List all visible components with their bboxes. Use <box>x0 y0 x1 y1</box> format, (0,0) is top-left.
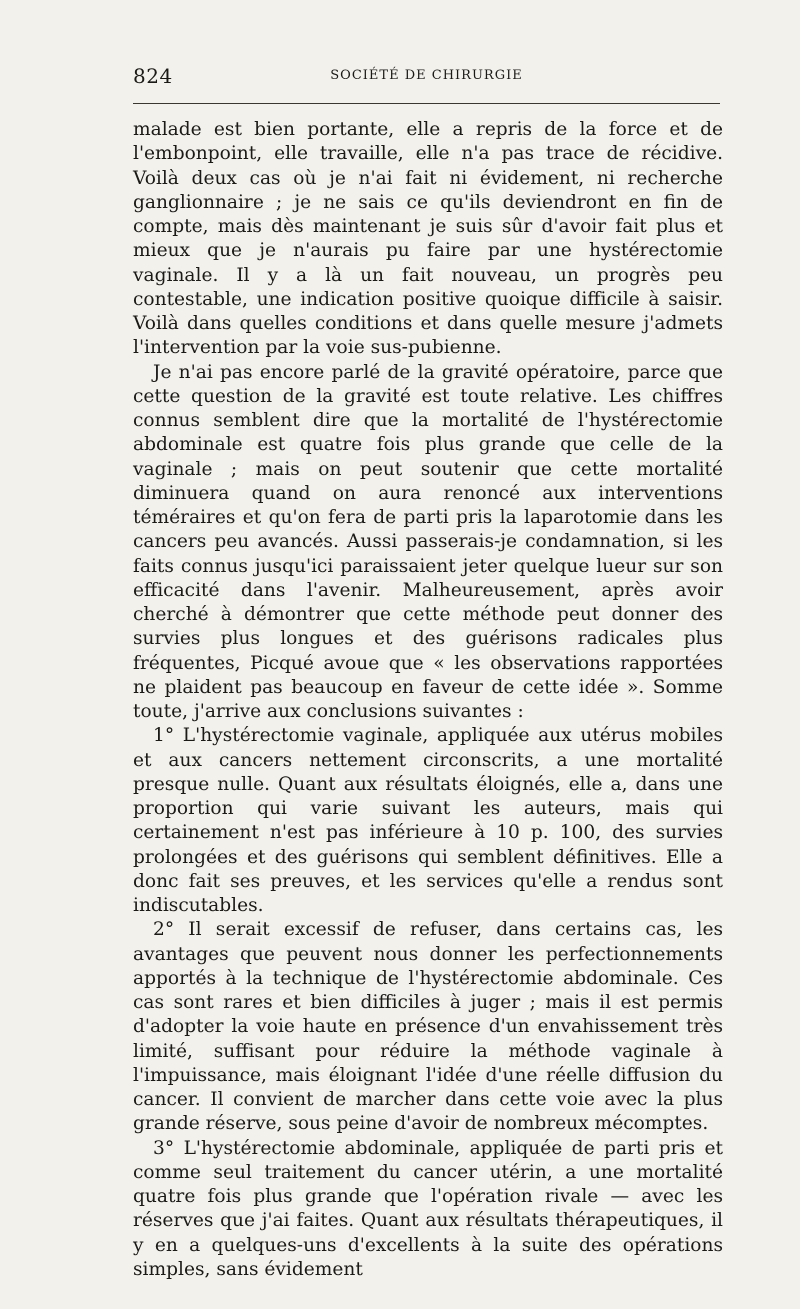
body-text <box>133 118 723 1282</box>
paragraph-continued: malade est bien portante, elle a repris de la force et de l'embonpoint, elle travaille, elle n'a pas trace de récidive. Voilà deux cas où je n'ai fait ni évidement, ni recherche ganglionnaire ; je ne sais ce qu'ils deviendront en fin de compte, mais dès maintenant je suis sûr d'avoir fait plus et mieux que je n'aurais pu faire par une hystérectomie vaginale. Il y a là un fait nouveau, un progrès peu contestable, une indication positive quoique difficile à saisir. Voilà dans quelles conditions et dans quelle mesure j'admets l'intervention par la voie sus-pubienne. <box>133 119 723 359</box>
paragraph-operative-gravity: Je n'ai pas encore parlé de la gravité opératoire, parce que cette question de la gravité est toute relative. Les chiffres connus semblent dire que la mortalité de l'hystérectomie abdominale est quatre fois plus grande que celle de la vaginale ; mais on peut soutenir que cette mortalité diminuera quand on aura renoncé aux interventions téméraires et qu'on fera de parti pris la laparotomie dans les cancers peu avancés. Aussi passerais-je condamnation, si les faits connus jusqu'ici paraissaient jeter quelque lueur sur son efficacité dans l'avenir. Malheureusement, après avoir cherché à démontrer que cette méthode peut donner des survies plus longues et des guérisons radicales plus fréquentes, Picqué avoue que « les observations rapportées ne plaident pas beaucoup en faveur de cette idée ». Somme toute, j'arrive aux conclusions suivantes : <box>133 361 723 722</box>
page-header <box>133 64 720 94</box>
running-title: SOCIÉTÉ DE CHIRURGIE <box>330 68 523 83</box>
header-rule <box>133 103 720 104</box>
page-number: 824 <box>133 64 173 88</box>
conclusion-2: 2° Il serait excessif de refuser, dans certains cas, les avantages que peuvent nous donner les perfectionnements apportés à la technique de l'hystérectomie abdominale. Ces cas sont rares et bien difficiles à juger ; mais il est permis d'adopter la voie haute en présence d'un envahissement très limité, suffisant pour réduire la méthode vaginale à l'impuissance, mais éloignant l'idée d'une réelle diffusion du cancer. Il convient de marcher dans cette voie avec la plus grande réserve, sous peine d'avoir de nombreux mécomptes. <box>133 919 723 1135</box>
conclusion-1: 1° L'hystérectomie vaginale, appliquée aux utérus mobiles et aux cancers nettement circonscrits, a une mortalité presque nulle. Quant aux résultats éloignés, elle a, dans une proportion qui varie suivant les auteurs, mais qui certainement n'est pas inférieure à 10 p. 100, des survies prolongées et des guérisons qui semblent définitives. Elle a donc fait ses preuves, et les services qu'elle a rendus sont indiscutables. <box>133 725 723 916</box>
conclusion-3: 3° L'hystérectomie abdominale, appliquée de parti pris et comme seul traitement du cancer utérin, a une mortalité quatre fois plus grande que l'opération rivale — avec les réserves que j'ai faites. Quant aux résultats thérapeutiques, il y en a quelques-uns d'excellents à la suite des opérations simples, sans évidement <box>133 1137 723 1280</box>
